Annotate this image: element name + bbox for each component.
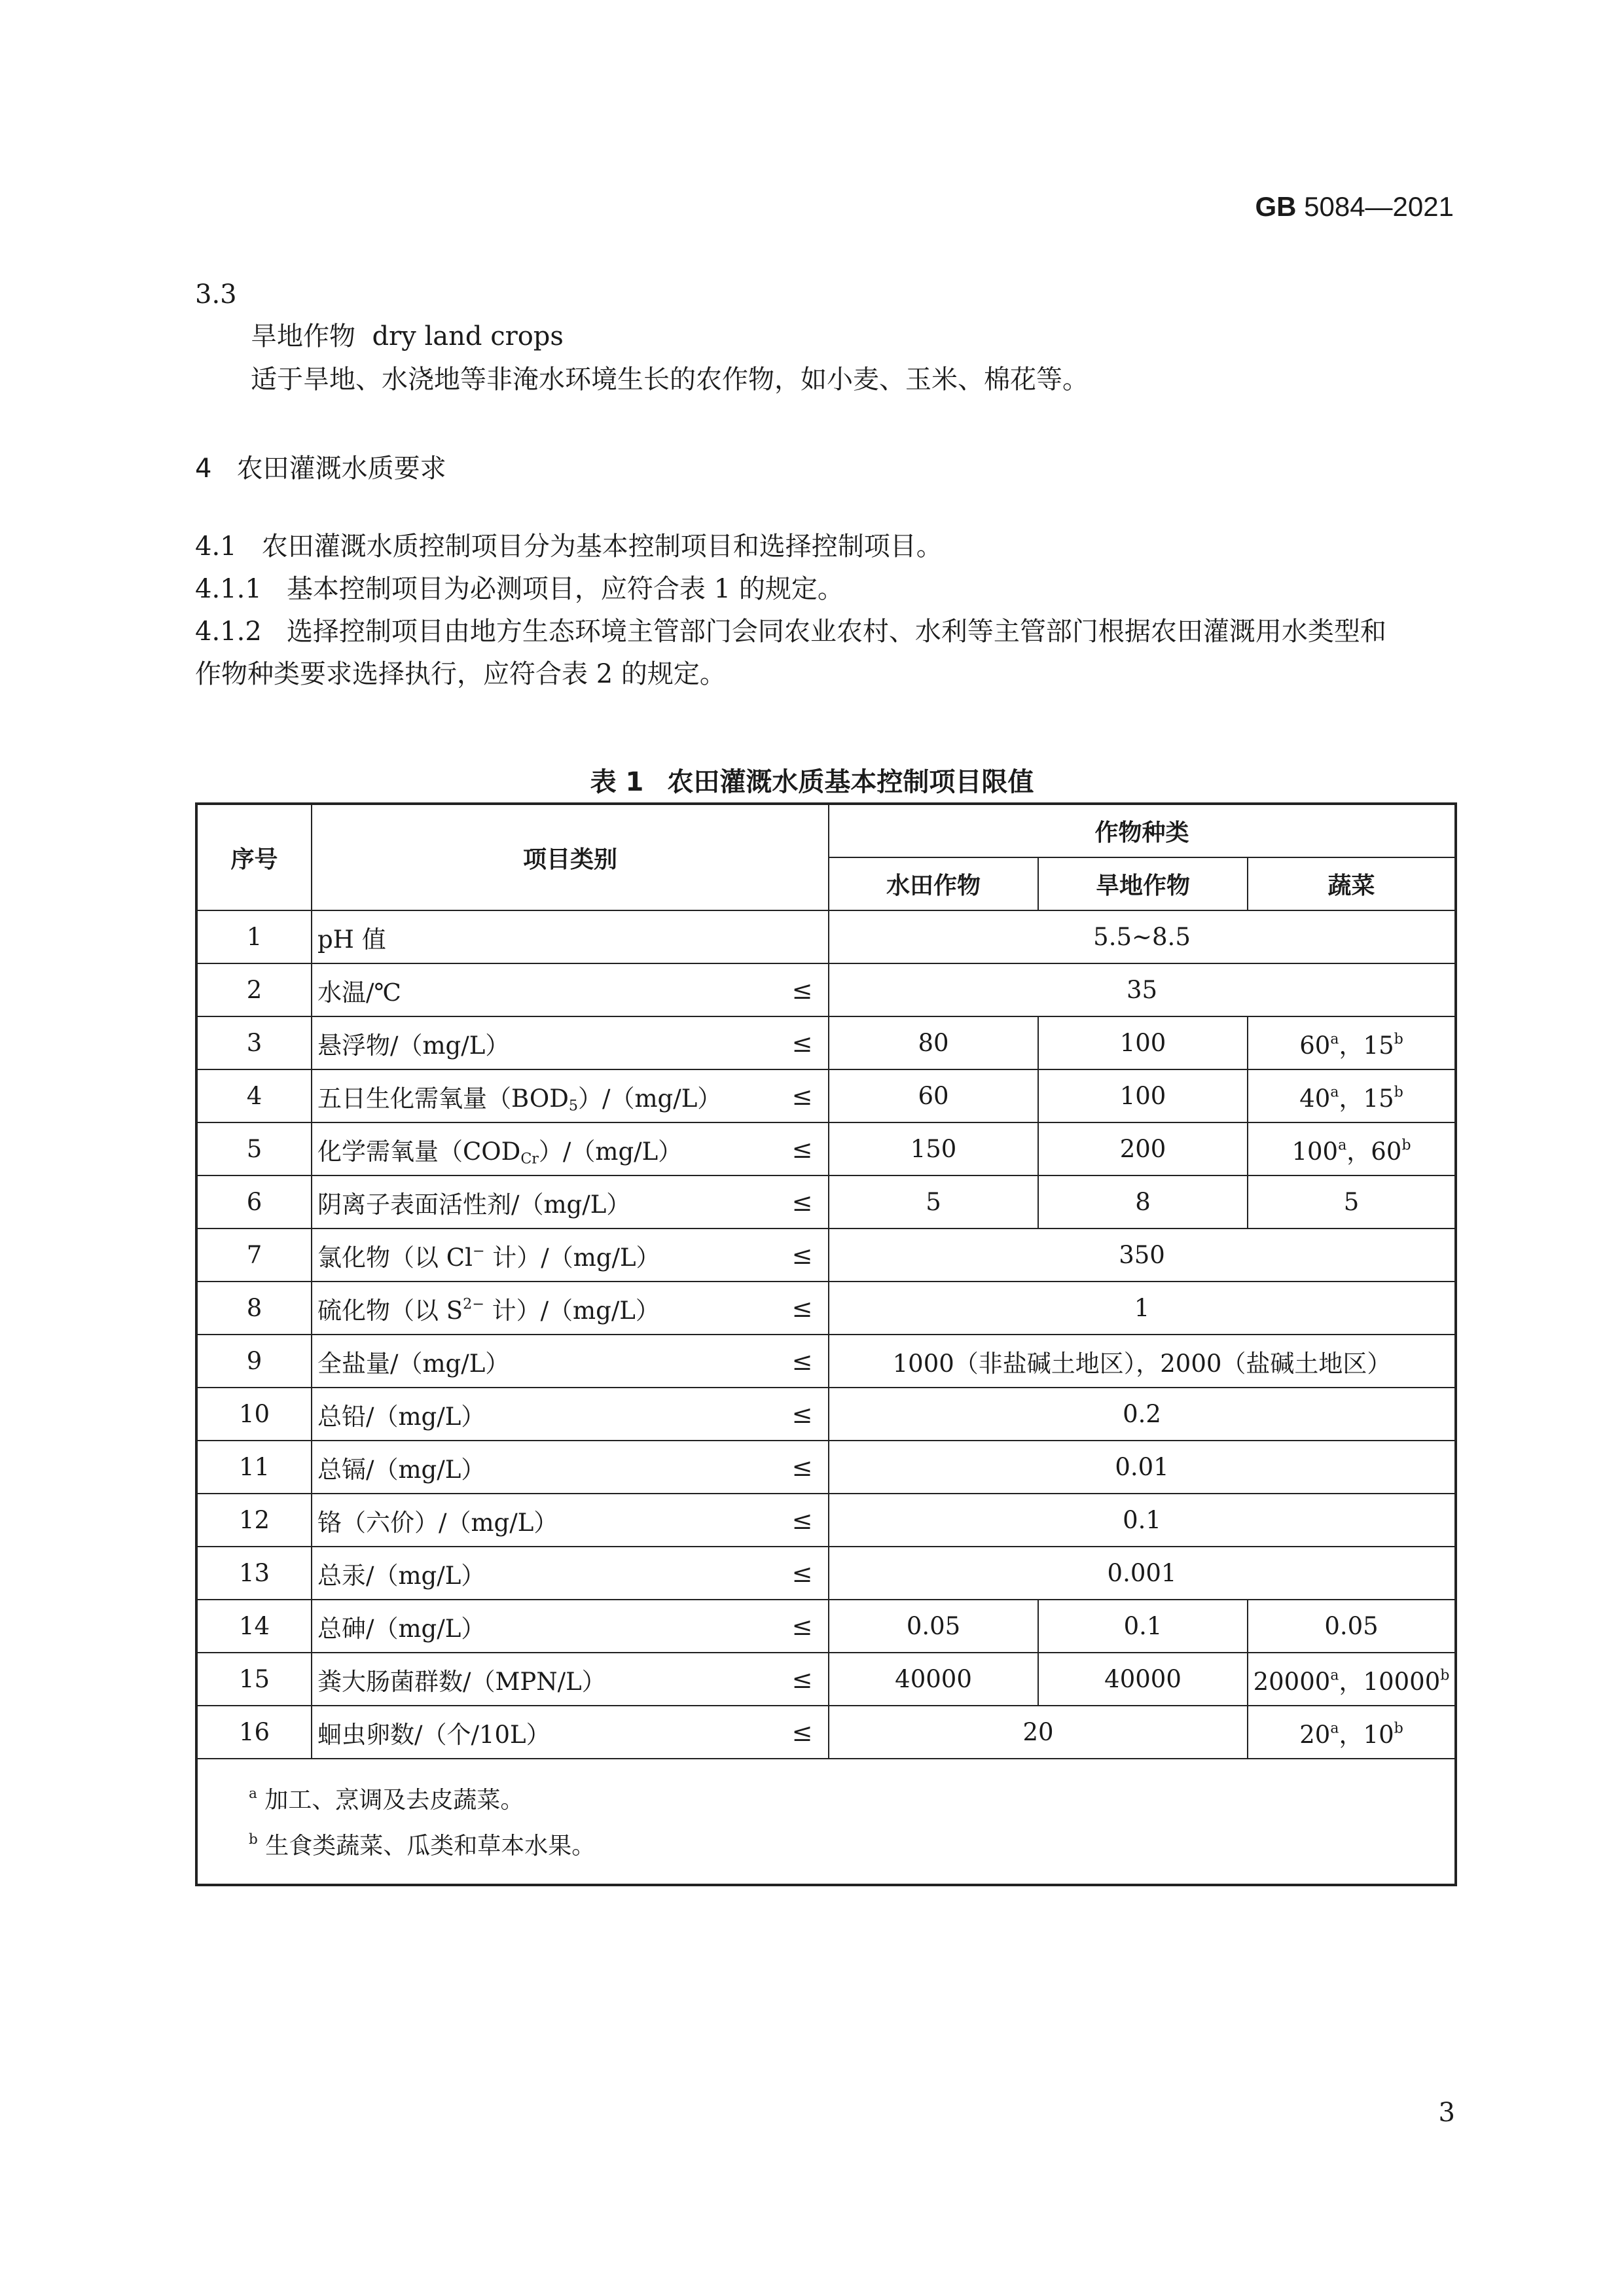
limits-table	[195, 802, 1457, 1886]
note-a: $^a$ 加工、烹调及去皮蔬菜。	[249, 1785, 524, 1814]
table-row: 12 铬（六价）/（mg/L） ≤ 0.1	[196, 1494, 1456, 1547]
le-symbol: ≤	[776, 1441, 829, 1494]
para-4-1: 4.1 农田灌溉水质控制项目分为基本控制项目和选择控制项目。	[195, 531, 943, 562]
section-4-heading: 4 农田灌溉水质要求	[195, 454, 446, 484]
para-4-1-2: 4.1.2 选择控制项目由地方生态环境主管部门会同农业农村、水利等主管部门根据农田灌溉用水类型和	[195, 617, 1386, 647]
table-caption: 表 1 农田灌溉水质基本控制项目限值	[590, 767, 1034, 797]
table-row: 16 蛔虫卵数/（个/10L） ≤ 20 20$^a$，10$^b$	[196, 1706, 1456, 1759]
table-row: 5 化学需氧量$(COD_{Cr})/(mg/L)$ ≤ 150 200 100$^a$，60$^b$	[196, 1122, 1456, 1175]
header-no: 序号	[196, 804, 312, 910]
le-symbol: ≤	[776, 1016, 829, 1069]
table-row: 13 总汞/（mg/L） ≤ 0.001	[196, 1547, 1456, 1600]
note-b: $^b$ 生食类蔬菜、瓜类和草本水果。	[249, 1831, 596, 1859]
header-item: 项目类别	[312, 804, 829, 910]
le-symbol: ≤	[776, 1600, 829, 1653]
table-row: 3 悬浮物/（mg/L） ≤ 80 100 60$^a$，15$^b$	[196, 1016, 1456, 1069]
le-symbol: ≤	[776, 1547, 829, 1600]
table-row: 9 全盐量/（mg/L） ≤ 1000（非盐碱土地区），2000（盐碱土地区）	[196, 1335, 1456, 1388]
table-row: 6 阴离子表面活性剂/（mg/L） ≤ 5 8 5	[196, 1175, 1456, 1229]
page-number: 3	[1438, 2098, 1455, 2128]
le-symbol: ≤	[776, 1122, 829, 1175]
standard-number: GB 5084—2021	[1255, 191, 1454, 222]
header-crop-group: 作物种类	[829, 804, 1456, 857]
table-row: 14 总砷/（mg/L） ≤ 0.05 0.1 0.05	[196, 1600, 1456, 1653]
table-row: 15 粪大肠菌群数/（MPN/L） ≤ 40000 40000 20000$^a$，10000$^b$	[196, 1653, 1456, 1706]
table-row: 11 总镉/（mg/L） ≤ 0.01	[196, 1441, 1456, 1494]
le-symbol: ≤	[776, 1706, 829, 1759]
para-4-1-2-cont: 作物种类要求选择执行，应符合表 2 的规定。	[195, 659, 726, 689]
term-definition: 适于旱地、水浇地等非淹水环境生长的农作物，如小麦、玉米、棉花等。	[251, 365, 1089, 395]
table-notes-row	[196, 1759, 1456, 1885]
term-entry	[251, 323, 564, 350]
table-row: 4 五日生化需氧量$(BOD_5)/(mg/L)$ ≤ 60 100 40$^a$，15$^b$	[196, 1069, 1456, 1122]
le-symbol: ≤	[776, 1069, 829, 1122]
le-symbol: ≤	[776, 1494, 829, 1547]
term-zh: 旱地作物	[251, 321, 355, 351]
table-row: 7 氯化物（以 Cl− 计）/（mg/L） ≤ 350	[196, 1229, 1456, 1282]
le-symbol: ≤	[776, 1388, 829, 1441]
para-4-1-1: 4.1.1 基本控制项目为必测项目，应符合表 1 的规定。	[195, 574, 844, 604]
le-symbol: ≤	[776, 1175, 829, 1229]
table-row: 1 pH 值 5.5~8.5	[196, 910, 1456, 963]
le-symbol: ≤	[776, 1335, 829, 1388]
table-notes	[196, 1759, 1456, 1885]
le-symbol: ≤	[776, 1653, 829, 1706]
le-symbol: ≤	[776, 1229, 829, 1282]
table-row: 10 总铅/（mg/L） ≤ 0.2	[196, 1388, 1456, 1441]
le-symbol: ≤	[776, 1282, 829, 1335]
header-dry: 旱地作物	[1038, 857, 1248, 910]
table-row: 8 硫化物（以 $S^{2-}$ 计）/（mg/L） ≤ 1	[196, 1282, 1456, 1335]
header-veg: 蔬菜	[1248, 857, 1456, 910]
header-paddy: 水田作物	[829, 857, 1038, 910]
term-en: dry land crops	[372, 321, 564, 351]
le-symbol: ≤	[776, 963, 829, 1016]
section-3-3-number: 3.3	[195, 279, 237, 310]
table-row: 2 水温/℃ ≤ 35	[196, 963, 1456, 1016]
